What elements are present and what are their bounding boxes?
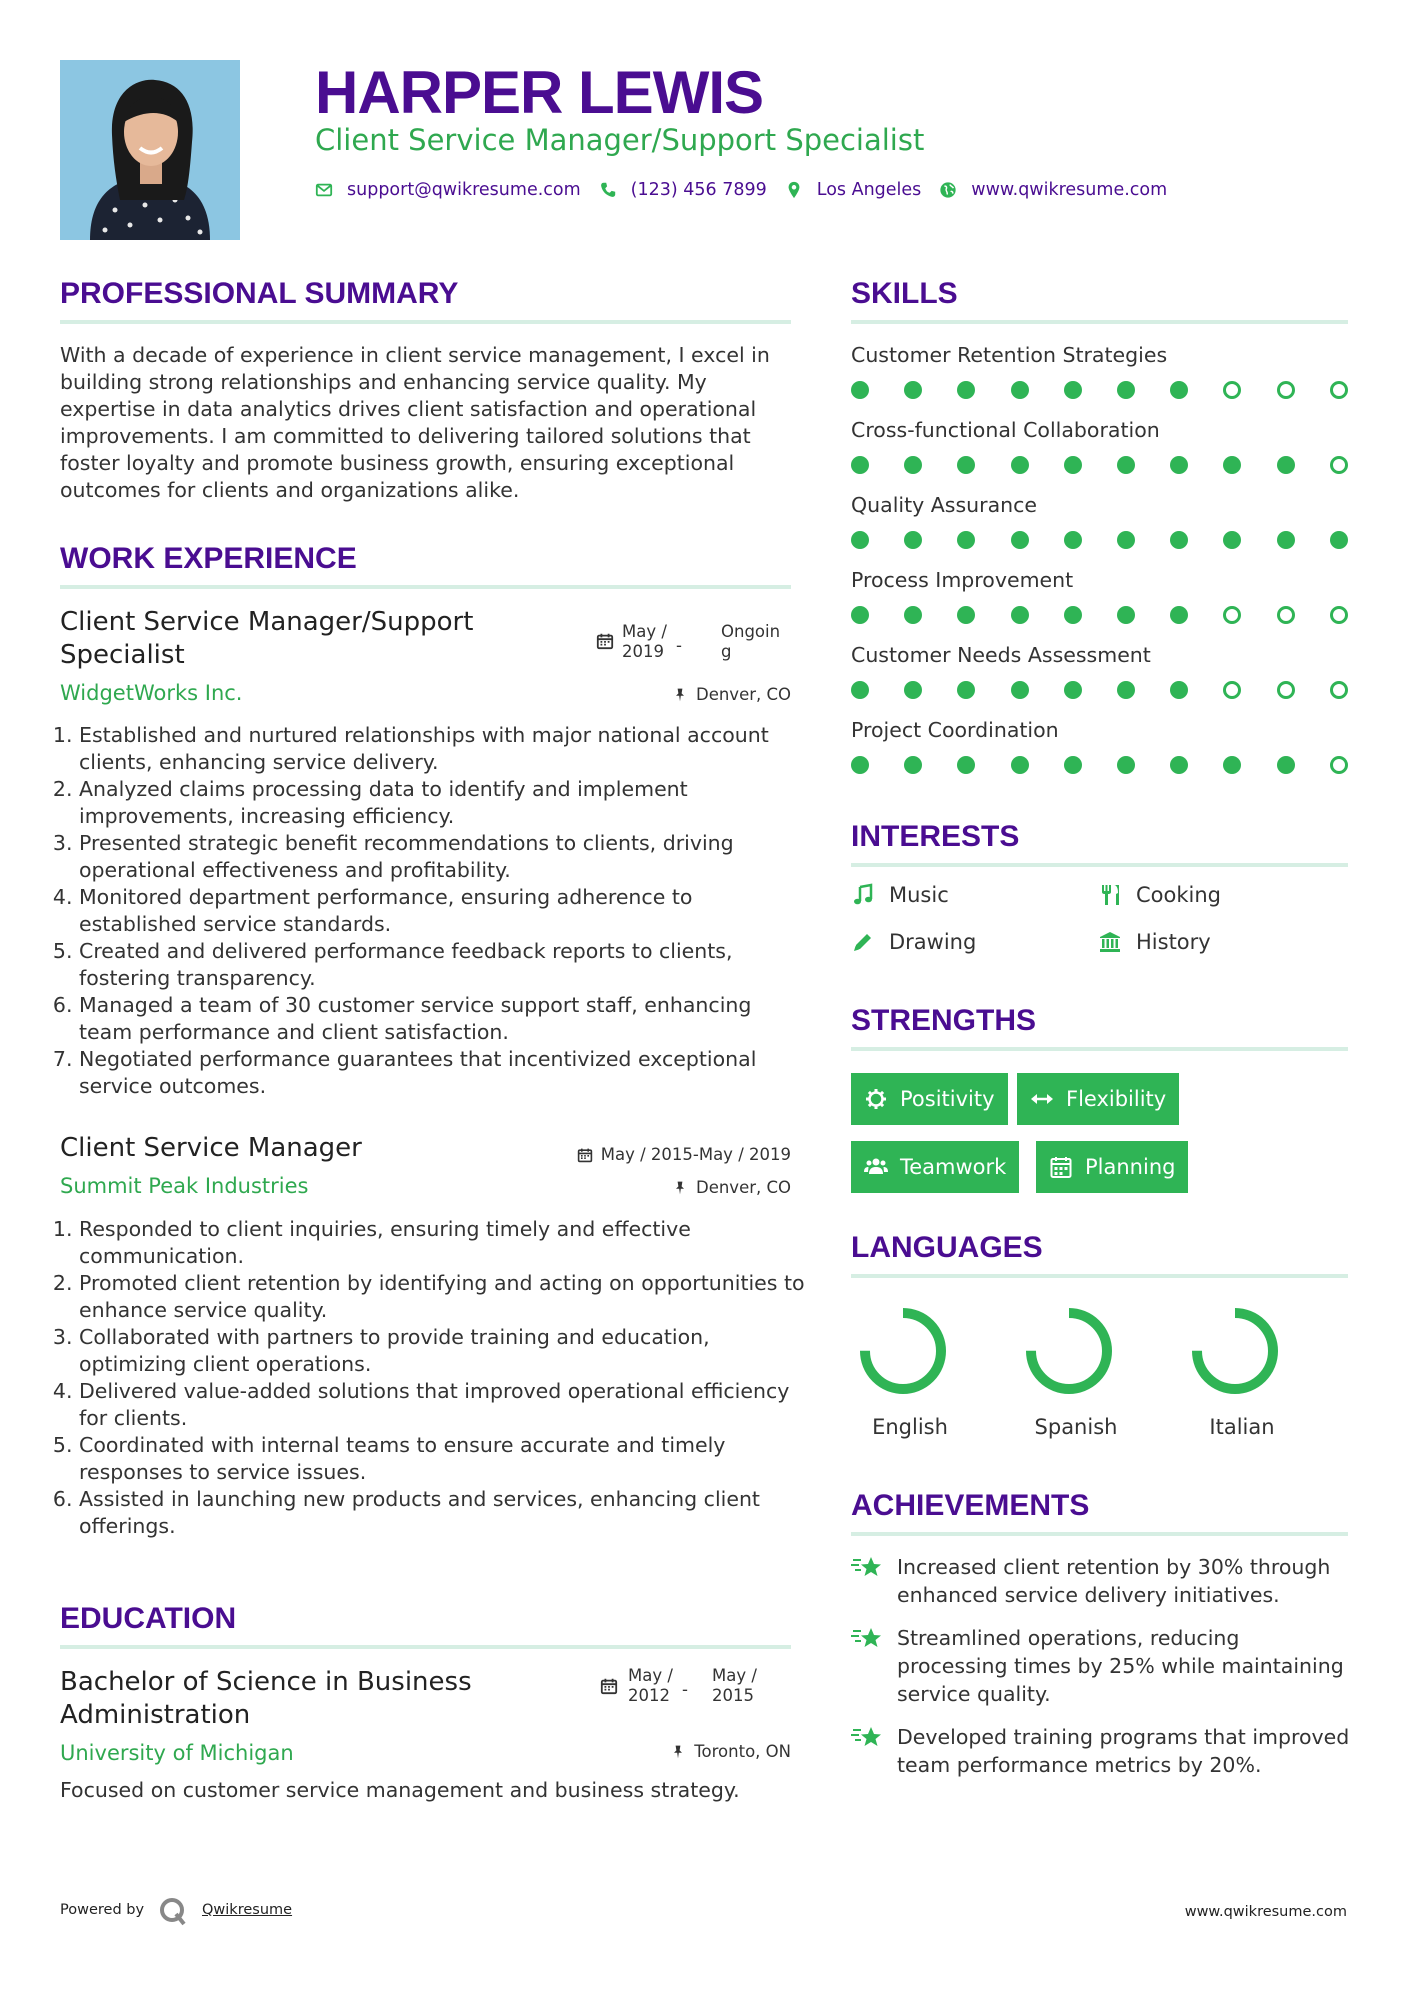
skill-dot	[1223, 756, 1241, 774]
skill-dot	[851, 681, 869, 699]
pin-icon	[670, 1744, 686, 1760]
skill-dot	[957, 756, 975, 774]
skill-rating	[851, 380, 1351, 400]
skill-rating	[851, 680, 1351, 700]
skill-dot	[1170, 756, 1188, 774]
job-location: Denver, CO	[672, 685, 791, 704]
interest-drawing: Drawing	[851, 930, 976, 954]
education-divider	[60, 1645, 791, 1649]
list-item: 7. Negotiated performance guarantees that incentivized exceptional service outcomes.	[79, 1046, 791, 1100]
skill-dot	[1011, 381, 1029, 399]
interests-heading: INTERESTS	[851, 820, 1020, 853]
skill-dot	[1117, 606, 1135, 624]
pencil-icon	[851, 930, 875, 954]
calendar-icon	[600, 1677, 618, 1695]
skill-dot	[1330, 606, 1348, 624]
education-location: Toronto, ON	[670, 1742, 791, 1761]
skill-dot	[904, 381, 922, 399]
job-date: May / 2015-May / 2019	[577, 1145, 791, 1164]
skill-dot	[1170, 381, 1188, 399]
skill-dot	[1330, 531, 1348, 549]
skill-dot	[1170, 531, 1188, 549]
skill-dot	[1011, 456, 1029, 474]
calendar-icon	[1049, 1155, 1073, 1179]
skill-dot	[851, 531, 869, 549]
achievements-heading: ACHIEVEMENTS	[851, 1489, 1090, 1522]
list-item: 2. Promoted client retention by identifying and acting on opportunities to enhance service quality.	[79, 1270, 809, 1324]
job-duties-list	[60, 1216, 809, 1540]
envelope-icon	[315, 181, 333, 199]
qwikresume-link[interactable]: Qwikresume	[202, 1902, 293, 1918]
list-item: 1. Responded to client inquiries, ensuring timely and effective communication.	[79, 1216, 809, 1270]
arrows-horizontal-icon	[1030, 1087, 1054, 1111]
pin-icon	[672, 687, 688, 703]
skill-dot	[1064, 381, 1082, 399]
education-date-separator: -	[682, 1680, 688, 1699]
list-item: 4. Delivered value-added solutions that improved operational efficiency for clients.	[79, 1378, 809, 1432]
strength-badge-flexibility: Flexibility	[1017, 1073, 1179, 1125]
skill-dot	[1011, 756, 1029, 774]
skill-dot	[1064, 456, 1082, 474]
language-label-english: English	[872, 1415, 948, 1439]
interest-history: History	[1098, 930, 1211, 954]
language-level-arc	[1031, 1313, 1107, 1389]
language-level-arc	[1197, 1313, 1273, 1389]
candidate-title: Client Service Manager/Support Specialist	[315, 123, 925, 157]
skill-dot	[1064, 681, 1082, 699]
skill-name: Process Improvement	[851, 568, 1074, 592]
skill-dot	[1064, 756, 1082, 774]
summary-text: With a decade of experience in client service management, I excel in building strong relationships and enhancing service quality. My expertise in data analytics drives client satisfaction and operational improvements. I am committed to delivering tailored solutions that foster loyalty and promote business growth, ensuring exceptional outcomes for clients and organizations alike.	[60, 343, 770, 502]
list-item: 3. Presented strategic benefit recommendations to clients, driving operational effectiveness and profitability.	[79, 830, 791, 884]
education-date-start: May / 2012	[628, 1666, 673, 1705]
gear-icon	[864, 1087, 888, 1111]
skill-name: Cross-functional Collaboration	[851, 418, 1160, 442]
contact-website-text: www.qwikresume.com	[971, 180, 1168, 200]
skill-dot	[851, 756, 869, 774]
skill-dot	[1064, 531, 1082, 549]
experience-divider	[60, 585, 791, 589]
interest-cooking: Cooking	[1098, 883, 1221, 907]
skill-dot	[957, 456, 975, 474]
job-title: Client Service Manager	[60, 1133, 362, 1163]
skill-dot	[1330, 681, 1348, 699]
language-label-spanish: Spanish	[1034, 1415, 1118, 1439]
school-name: University of Michigan	[60, 1741, 294, 1765]
interests-divider	[851, 863, 1348, 867]
skill-dot	[904, 756, 922, 774]
star-icon	[851, 1554, 883, 1582]
interest-music: Music	[851, 883, 949, 907]
list-item: 4. Monitored department performance, ensuring adherence to established service standards.	[79, 884, 791, 938]
job-company: Summit Peak Industries	[60, 1174, 309, 1198]
list-item: 1. Established and nurtured relationships with major national account clients, enhancing service delivery.	[79, 722, 791, 776]
skill-dot	[1117, 381, 1135, 399]
skill-dot	[1277, 681, 1295, 699]
globe-icon	[939, 181, 957, 199]
contact-email-text: support@qwikresume.com	[347, 180, 581, 200]
strength-badge-planning: Planning	[1036, 1141, 1188, 1193]
skill-dot	[1064, 606, 1082, 624]
bank-icon	[1098, 930, 1122, 954]
language-level-arc	[865, 1313, 941, 1389]
skill-name: Quality Assurance	[851, 493, 1038, 517]
list-item: 6. Managed a team of 30 customer service support staff, enhancing team performance and client satisfaction.	[79, 992, 791, 1046]
contact-bar	[315, 176, 1185, 204]
skill-dot	[1117, 456, 1135, 474]
skill-name: Customer Retention Strategies	[851, 343, 1168, 367]
degree-title: Bachelor of Science in Business Administration	[60, 1667, 472, 1730]
calendar-icon	[577, 1147, 593, 1163]
skill-dot	[1223, 681, 1241, 699]
skill-dot	[904, 531, 922, 549]
language-ring-spanish	[1024, 1306, 1114, 1396]
skill-dot	[1277, 531, 1295, 549]
summary-divider	[60, 320, 791, 324]
phone-icon	[599, 181, 617, 199]
list-item: 5. Created and delivered performance feedback reports to clients, fostering transparency.	[79, 938, 791, 992]
skill-rating	[851, 605, 1351, 625]
education-description: Focused on customer service management and business strategy.	[60, 1778, 740, 1802]
skill-dot	[1117, 756, 1135, 774]
skill-name: Project Coordination	[851, 718, 1059, 742]
cutlery-icon	[1098, 883, 1122, 907]
powered-by-text: Powered by	[60, 1902, 145, 1918]
skill-dot	[1223, 381, 1241, 399]
profile-photo	[60, 60, 240, 240]
skill-dot	[957, 606, 975, 624]
skills-heading: SKILLS	[851, 277, 958, 310]
skill-rating	[851, 755, 1351, 775]
strengths-heading: STRENGTHS	[851, 1004, 1037, 1037]
list-item: 3. Collaborated with partners to provide training and education, optimizing client operations.	[79, 1324, 809, 1378]
achievements-divider	[851, 1532, 1348, 1536]
contact-location-text: Los Angeles	[816, 180, 922, 200]
calendar-icon	[596, 632, 614, 650]
skill-dot	[904, 681, 922, 699]
experience-heading: WORK EXPERIENCE	[60, 542, 357, 575]
skill-dot	[1277, 606, 1295, 624]
footer-url: www.qwikresume.com	[1184, 1904, 1347, 1920]
skill-dot	[1011, 531, 1029, 549]
language-ring-italian	[1190, 1306, 1280, 1396]
skill-dot	[1170, 681, 1188, 699]
candidate-name: HARPER LEWIS	[315, 59, 764, 126]
strength-badge-teamwork: Teamwork	[851, 1141, 1019, 1193]
achievement-item: Increased client retention by 30% through enhanced service delivery initiatives.	[851, 1553, 1351, 1609]
summary-heading: PROFESSIONAL SUMMARY	[60, 277, 459, 310]
map-marker-icon	[785, 181, 803, 199]
skill-dot	[957, 531, 975, 549]
skill-dot	[1170, 606, 1188, 624]
skill-dot	[957, 381, 975, 399]
skill-rating	[851, 530, 1351, 550]
skill-dot	[904, 456, 922, 474]
music-icon	[851, 883, 875, 907]
skill-dot	[851, 456, 869, 474]
skill-dot	[1277, 756, 1295, 774]
skill-rating	[851, 455, 1351, 475]
skill-dot	[1330, 381, 1348, 399]
skill-dot	[851, 606, 869, 624]
skill-dot	[1223, 606, 1241, 624]
contact-website[interactable]	[939, 180, 1167, 200]
skill-dot	[1011, 606, 1029, 624]
skill-dot	[1117, 681, 1135, 699]
job-location: Denver, CO	[672, 1178, 791, 1197]
list-item: 5. Coordinated with internal teams to ensure accurate and timely responses to service issues.	[79, 1432, 809, 1486]
education-heading: EDUCATION	[60, 1602, 237, 1635]
job-company: WidgetWorks Inc.	[60, 681, 243, 705]
contact-phone-text: (123) 456 7899	[630, 180, 767, 200]
languages-heading: LANGUAGES	[851, 1231, 1043, 1264]
contact-location	[785, 180, 922, 200]
skill-dot	[1223, 456, 1241, 474]
star-icon	[851, 1625, 883, 1653]
language-ring-english	[858, 1306, 948, 1396]
language-label-italian: Italian	[1209, 1415, 1275, 1439]
list-item: 6. Assisted in launching new products and services, enhancing client offerings.	[79, 1486, 809, 1540]
skill-dot	[1223, 531, 1241, 549]
skill-dot	[904, 606, 922, 624]
skill-dot	[1330, 456, 1348, 474]
skill-dot	[957, 681, 975, 699]
education-date-end: May / 2015	[712, 1666, 757, 1705]
skill-dot	[1277, 381, 1295, 399]
skill-dot	[851, 381, 869, 399]
skill-dot	[1011, 681, 1029, 699]
list-item: 2. Analyzed claims processing data to identify and implement improvements, increasing efficiency.	[79, 776, 791, 830]
strengths-divider	[851, 1047, 1348, 1051]
job-duties-list	[60, 722, 791, 1100]
pin-icon	[672, 1180, 688, 1196]
job-title: Client Service Manager/Support Specialist	[60, 607, 474, 670]
skill-dot	[1277, 456, 1295, 474]
achievement-item: Streamlined operations, reducing processing times by 25% while maintaining service quality.	[851, 1624, 1351, 1708]
skills-divider	[851, 320, 1348, 324]
job-date-end: Ongoing	[721, 622, 781, 661]
languages-divider	[851, 1274, 1348, 1278]
skill-dot	[1330, 756, 1348, 774]
star-icon	[851, 1724, 883, 1752]
achievement-item: Developed training programs that improved team performance metrics by 20%.	[851, 1723, 1351, 1779]
contact-phone[interactable]	[599, 180, 767, 200]
job-date-separator: -	[676, 636, 682, 655]
qwikresume-logo-icon	[158, 1896, 188, 1926]
job-date-start: May / 2019	[622, 622, 667, 661]
users-icon	[864, 1155, 888, 1179]
skill-name: Customer Needs Assessment	[851, 643, 1151, 667]
skill-dot	[1117, 531, 1135, 549]
strength-badge-positivity: Positivity	[851, 1073, 1008, 1125]
skill-dot	[1170, 456, 1188, 474]
contact-email[interactable]	[315, 180, 581, 200]
